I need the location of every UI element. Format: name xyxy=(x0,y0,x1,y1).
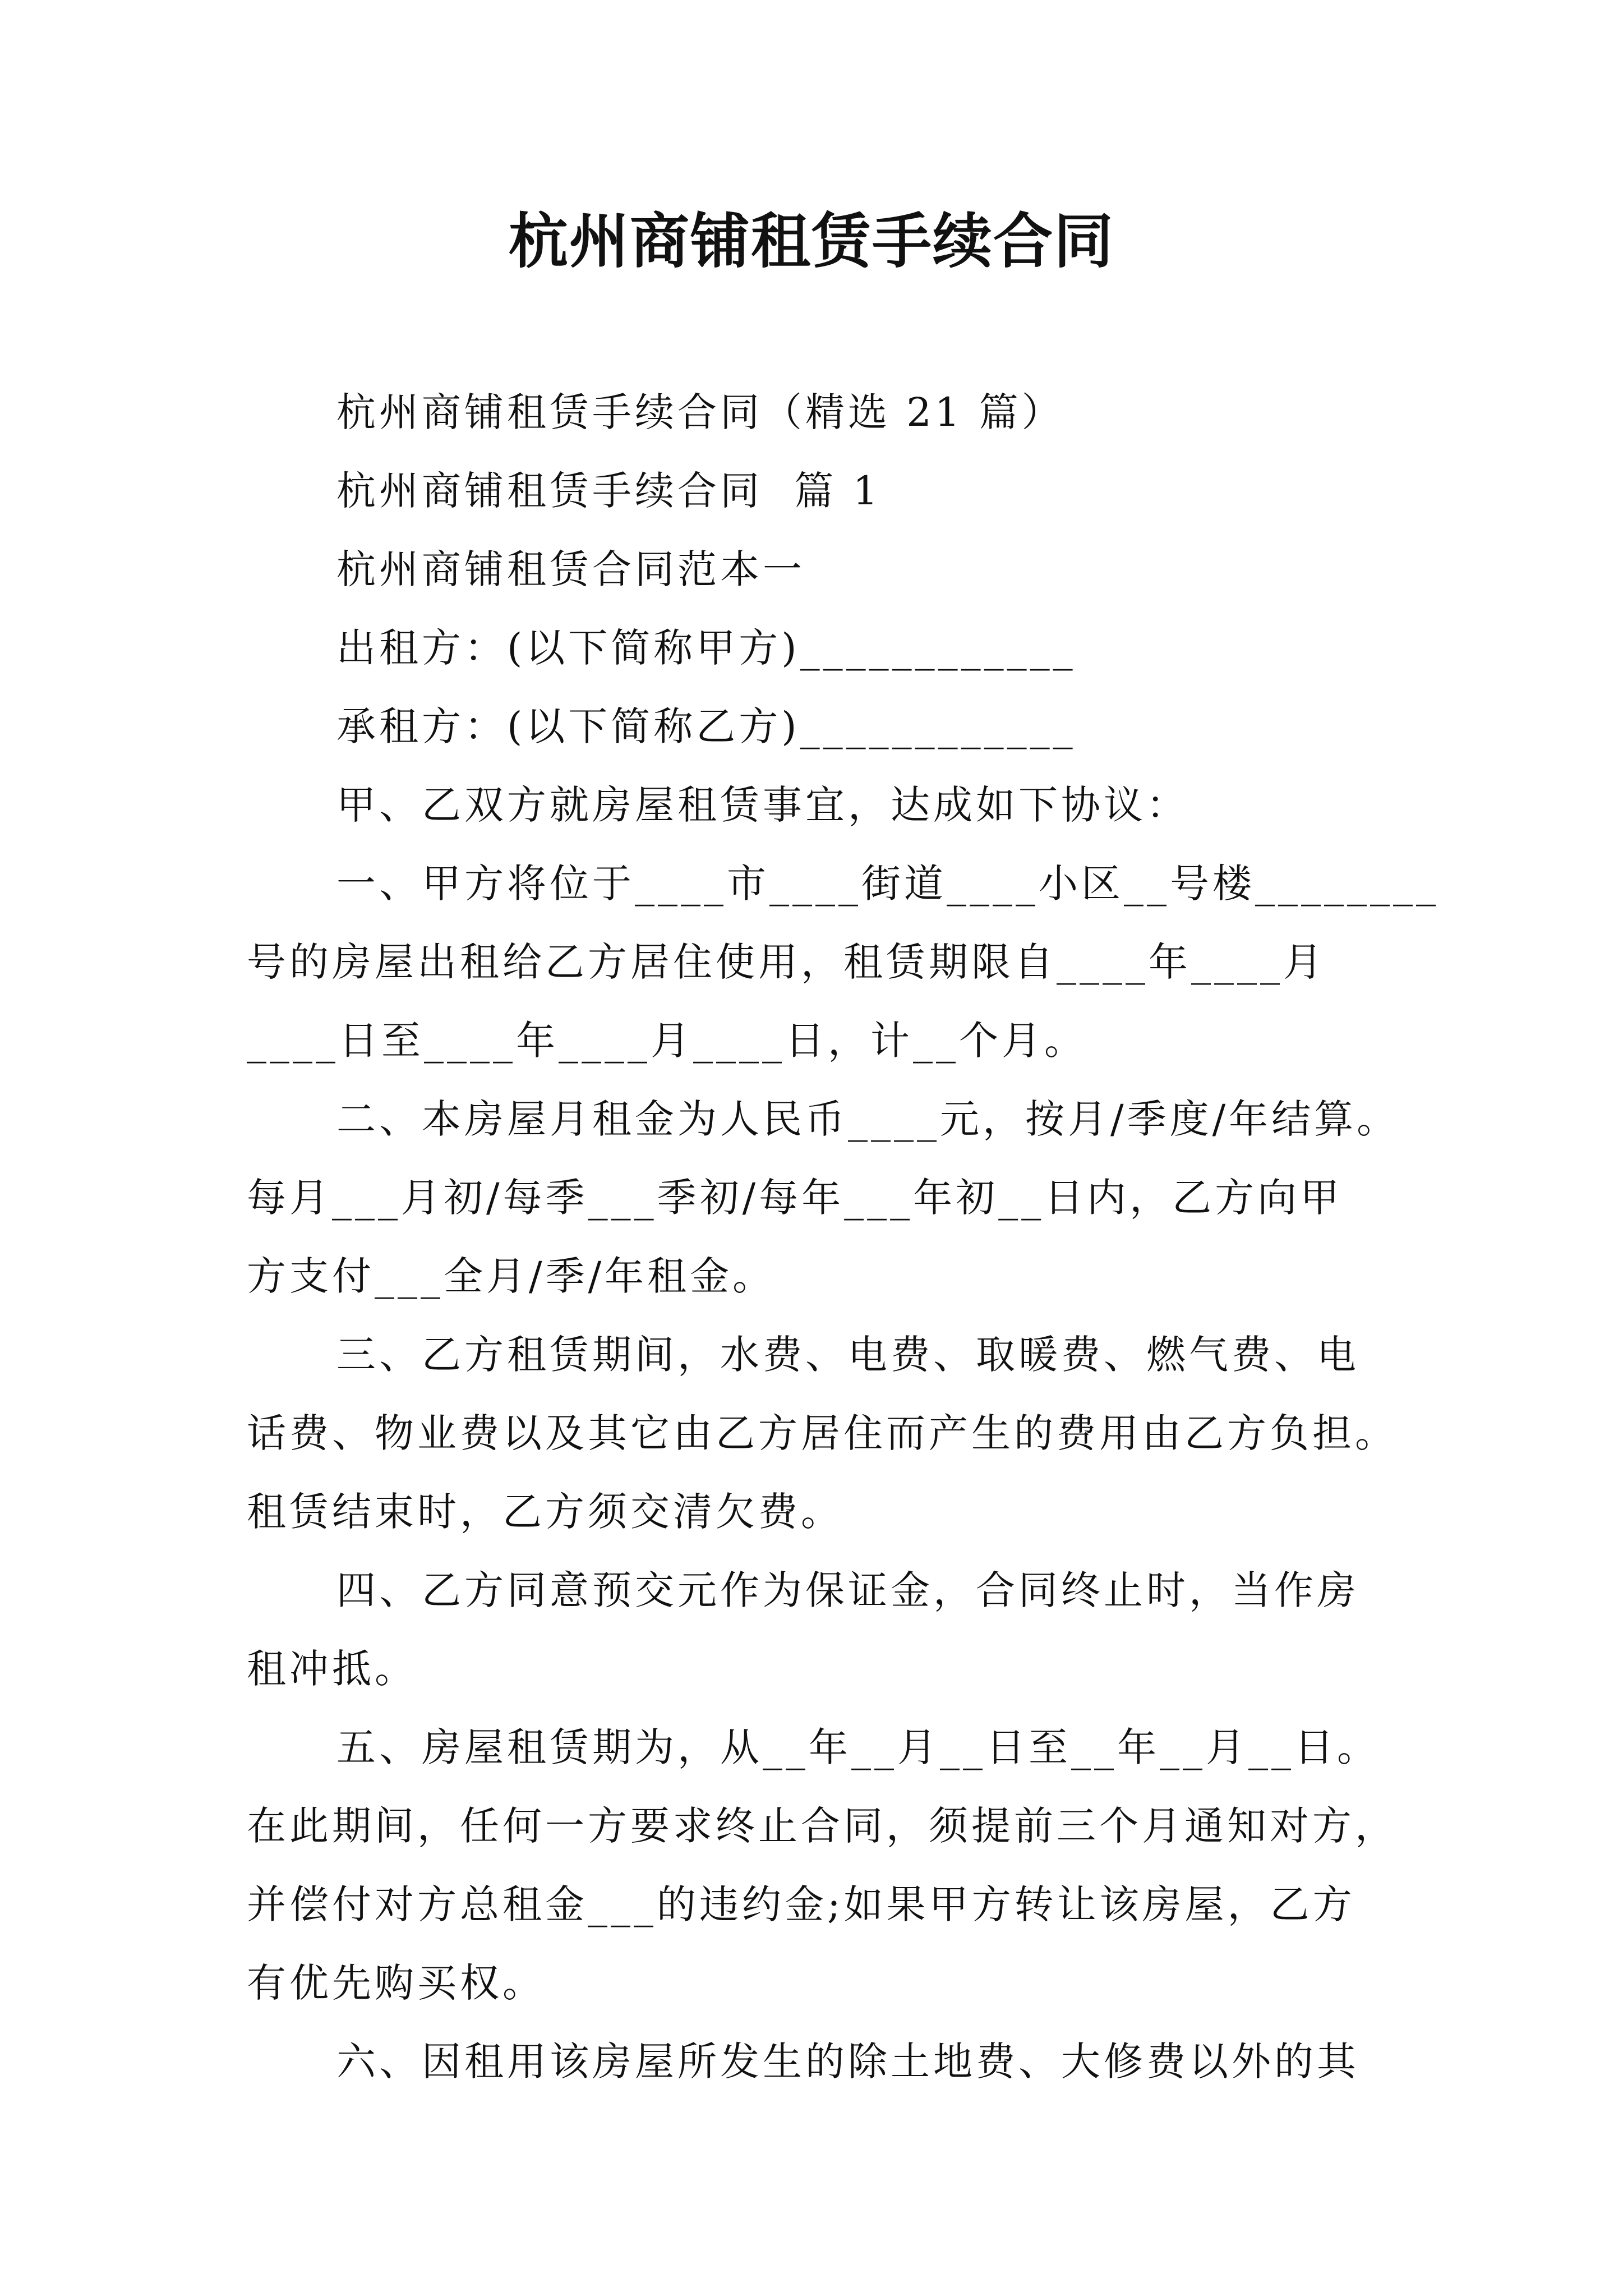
paragraph-line-agreement: 甲、乙双方就房屋租赁事宜，达成如下协议： xyxy=(336,782,1189,828)
paragraph-line-subtitle: 杭州商铺租赁手续合同（精选 21 篇） xyxy=(336,389,1064,435)
paragraph-line-clause-1-cont: ____日至____年____月____日，计__个月。 xyxy=(247,1018,1087,1064)
paragraph-line-clause-2-cont: 每月___月初/每季___季初/每年___年初__日内，乙方向甲 xyxy=(247,1175,1343,1221)
paragraph-line-clause-5-cont: 有优先购买权。 xyxy=(247,1960,545,2006)
paragraph-line-lessee: 承租方：(以下简称乙方)____________ xyxy=(336,703,1076,749)
paragraph-line-template-heading: 杭州商铺租赁合同范本一 xyxy=(336,546,805,592)
paragraph-line-clause-5-cont: 在此期间，任何一方要求终止合同，须提前三个月通知对方， xyxy=(247,1803,1398,1849)
paragraph-line-clause-3: 三、乙方租赁期间，水费、电费、取暖费、燃气费、电 xyxy=(336,1332,1359,1378)
paragraph-line-clause-3-cont: 租赁结束时，乙方须交清欠费。 xyxy=(247,1489,843,1535)
paragraph-line-clause-1-cont: 号的房屋出租给乙方居住使用，租赁期限自____年____月 xyxy=(247,939,1326,985)
paragraph-line-clause-5: 五、房屋租赁期为，从__年__月__日至__年__月__日。 xyxy=(336,1724,1380,1770)
paragraph-line-clause-1: 一、甲方将位于____市____街道____小区__号楼________ xyxy=(336,861,1439,907)
paragraph-line-section-heading: 杭州商铺租赁手续合同 篇 1 xyxy=(336,468,882,514)
paragraph-line-clause-4: 四、乙方同意预交元作为保证金，合同终止时，当作房 xyxy=(336,1567,1359,1613)
paragraph-line-clause-4-cont: 租冲抵。 xyxy=(247,1646,417,1692)
paragraph-line-clause-2-cont: 方支付___全月/季/年租金。 xyxy=(247,1253,776,1299)
paragraph-line-clause-2: 二、本房屋月租金为人民币____元，按月/季度/年结算。 xyxy=(336,1096,1400,1142)
paragraph-line-clause-6: 六、因租用该房屋所发生的除土地费、大修费以外的其 xyxy=(336,2039,1359,2085)
paragraph-line-lessor: 出租方：(以下简称甲方)____________ xyxy=(336,625,1076,671)
paragraph-line-clause-3-cont: 话费、物业费以及其它由乙方居住而产生的费用由乙方负担。 xyxy=(247,1410,1398,1456)
document-title: 杭州商铺租赁手续合同 xyxy=(509,206,1114,276)
paragraph-line-clause-5-cont: 并偿付对方总租金___的违约金;如果甲方转让该房屋，乙方 xyxy=(247,1881,1355,1927)
